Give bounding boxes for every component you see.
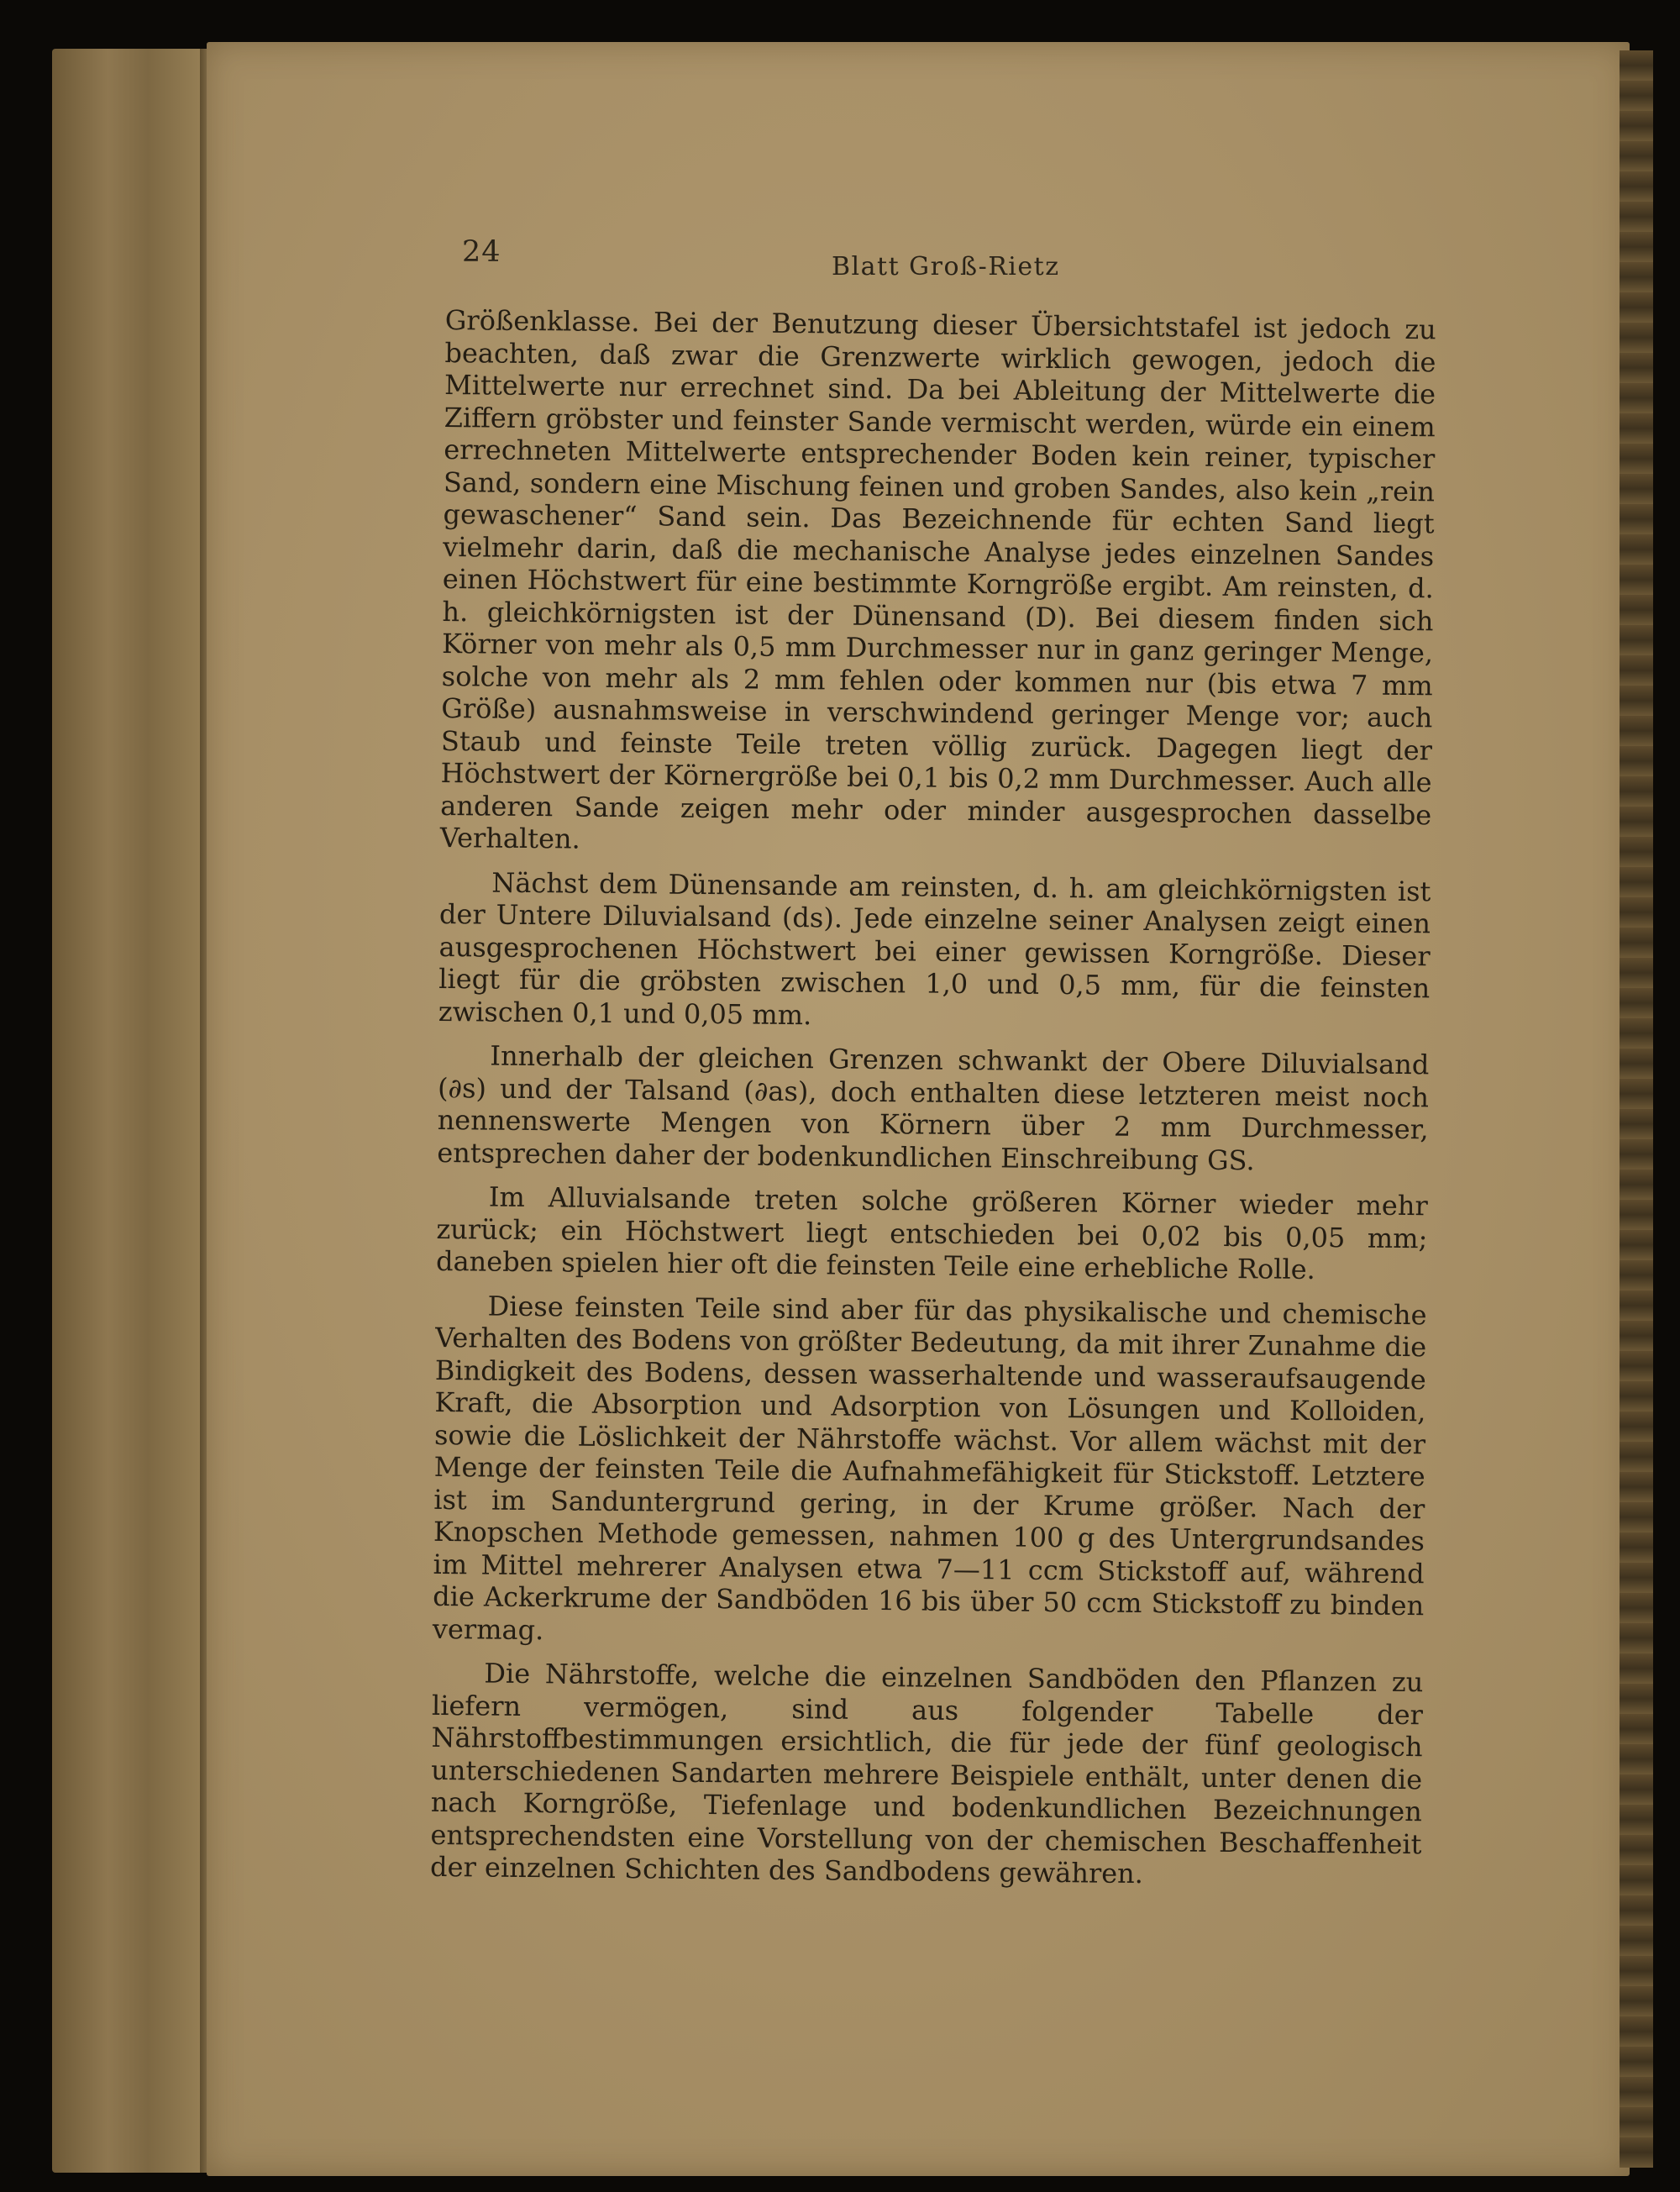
paragraph: Nächst dem Dünensande am reinsten, d. h. am gleichkörnigsten ist der Untere Diluvialsand (ds). Jede einzelne seiner Analysen zeigt einen ausgesprochenen Höchstwert bei einer gewissen Korngröße. Dieser liegt für die gröbsten zwischen 1,0 und 0,5 mm, für die feinsten zwischen 0,1 und 0,05 mm. [438,866,1431,1031]
paragraph: Größenklasse. Bei der Benutzung dieser Übersichtstafel ist jedoch zu beachten, daß zwar die Grenzwerte wirklich gewogen, jedoch die Mittelwerte nur errechnet sind. Da bei Ableitung der Mittelwerte die Ziffern gröbster und feinster Sande vermischt werden, würde ein einem errechneten Mittelwerte entsprechender Boden kein reiner, typischer Sand, sondern eine Mischung feinen und groben Sandes, also kein „rein gewaschener“ Sand sein. Das Bezeichnende für echten Sand liegt vielmehr darin, daß die mechanische Analyse jedes einzelnen Sandes einen Höchstwert für eine bestimmte Korngröße ergibt. Am reinsten, d. h. gleichkörnigsten ist der Dünensand (D). Bei diesem finden sich Körner von mehr als 0,5 mm Durchmesser nur in ganz geringer Menge, solche von mehr als 2 mm fehlen oder kommen nur (bis etwa 7 mm Größe) ausnahmsweise in verschwindend geringer Menge vor; auch Staub und feinste Teile treten völlig zurück. Dagegen liegt der Höchstwert der Körnergröße bei 0,1 bis 0,2 mm Durchmesser. Auch alle anderen Sande zeigen mehr oder minder ausgesprochen dasselbe Verhalten. [439,304,1436,855]
page-number: 24 [462,235,501,269]
running-head: Blatt Groß-Rietz [832,252,1060,281]
book-page-edges [52,49,212,2173]
binding-edge [1620,50,1653,2168]
body-text [430,304,1436,1905]
paragraph: Im Alluvialsande treten solche größeren Körner wieder mehr zurück; ein Höchstwert liegt entschieden bei 0,02 bis 0,05 mm; daneben spielen hier oft die feinsten Teile eine erhebliche Rolle. [435,1180,1428,1285]
page-header [462,235,1428,286]
paragraph: Diese feinsten Teile sind aber für das physikalische und chemische Verhalten des Bodens von größter Bedeutung, da mit ihrer Zunahme die Bindigkeit des Bodens, dessen wasserhaltende und wasseraufsaugende Kraft, die Absorption und Adsorption von Lösungen und Kolloiden, sowie die Löslichkeit der Nährstoffe wächst. Vor allem wächst mit der Menge der feinsten Teile die Aufnahmefähigkeit für Stickstoff. Letztere ist im Sanduntergrund gering, in der Krume größer. Nach der Knopschen Methode gemessen, nahmen 100 g des Untergrundsandes im Mittel mehrerer Analysen etwa 7—11 ccm Stickstoff auf, während die Ackerkrume der Sandböden 16 bis über 50 ccm Stickstoff zu binden vermag. [432,1290,1427,1646]
paragraph: Innerhalb der gleichen Grenzen schwankt der Obere Diluvialsand (∂s) und der Talsand (∂as), doch enthalten diese letzteren meist noch nennenswerte Mengen von Körnern über 2 mm Durchmesser, entsprechen daher der bodenkundlichen Einschreibung GS. [437,1039,1430,1176]
paragraph: Die Nährstoffe, welche die einzelnen Sandböden den Pflanzen zu liefern vermögen, sind aus folgender Tabelle der Nährstoffbestimmungen ersichtlich, die für jede der fünf geologisch unterschiedenen Sandarten mehrere Beispiele enthält, unter denen die nach Korngröße, Tiefenlage und bodenkundlichen Bezeichnungen entsprechendsten eine Vorstellung von der chemischen Beschaffenheit der einzelnen Schichten des Sandbodens gewähren. [429,1657,1424,1890]
